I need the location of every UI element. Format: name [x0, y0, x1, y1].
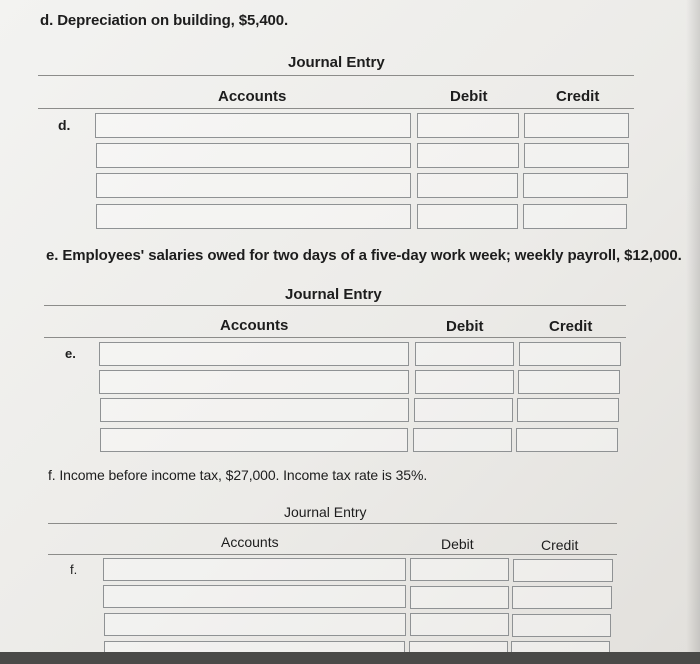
- section-d-title-rule: [38, 75, 634, 76]
- section-d-debit-header: Debit: [450, 88, 488, 105]
- section-e-row3-debit-input[interactable]: [414, 398, 513, 422]
- section-d-header-rule: [38, 108, 634, 109]
- section-f-row2-debit-input[interactable]: [410, 586, 509, 609]
- section-e-row1-account-input[interactable]: [99, 342, 409, 366]
- section-d-row2-account-input[interactable]: [96, 143, 411, 168]
- section-d-accounts-header: Accounts: [218, 88, 287, 105]
- section-e-header-rule: [44, 337, 626, 338]
- section-f-row3-account-input[interactable]: [104, 613, 406, 636]
- section-e-row3-credit-input[interactable]: [517, 398, 619, 422]
- section-d-row2-credit-input[interactable]: [524, 143, 629, 168]
- section-f-header-rule: [48, 554, 617, 555]
- section-e-row2-debit-input[interactable]: [415, 370, 514, 394]
- section-f-prompt: f. Income before income tax, $27,000. Income tax rate is 35%.: [48, 467, 428, 483]
- section-f-row-label: f.: [70, 562, 78, 577]
- section-d-journal-title: Journal Entry: [288, 54, 385, 71]
- section-d-row3-debit-input[interactable]: [417, 173, 518, 198]
- page-edge-shadow: [686, 0, 700, 664]
- section-f-row1-credit-input[interactable]: [513, 559, 613, 582]
- section-d-row-label: d.: [58, 117, 71, 133]
- section-d-row4-account-input[interactable]: [96, 204, 411, 229]
- section-e-row1-debit-input[interactable]: [415, 342, 514, 366]
- section-f-row3-debit-input[interactable]: [410, 613, 509, 636]
- section-e-row3-account-input[interactable]: [100, 398, 409, 422]
- section-e-row4-debit-input[interactable]: [413, 428, 512, 452]
- section-d-credit-header: Credit: [556, 88, 600, 105]
- screen-bottom-edge: [0, 652, 700, 664]
- section-d-row2-debit-input[interactable]: [417, 143, 519, 168]
- section-f-debit-header: Debit: [441, 536, 474, 552]
- section-d-prompt: d. Depreciation on building, $5,400.: [40, 12, 289, 29]
- section-f-title-rule: [48, 523, 617, 524]
- section-f-credit-header: Credit: [541, 537, 579, 553]
- section-e-title-rule: [44, 305, 626, 306]
- section-e-row-label: e.: [65, 346, 76, 361]
- section-d-row1-credit-input[interactable]: [524, 113, 629, 138]
- section-e-row4-credit-input[interactable]: [516, 428, 618, 452]
- section-d-row3-account-input[interactable]: [96, 173, 411, 198]
- section-d-row1-account-input[interactable]: [95, 113, 411, 138]
- section-e-credit-header: Credit: [549, 318, 593, 335]
- section-e-accounts-header: Accounts: [220, 317, 289, 334]
- section-e-row2-account-input[interactable]: [99, 370, 409, 394]
- section-f-row3-credit-input[interactable]: [512, 614, 611, 637]
- section-e-row2-credit-input[interactable]: [518, 370, 620, 394]
- section-e-row1-credit-input[interactable]: [519, 342, 621, 366]
- section-e-row4-account-input[interactable]: [100, 428, 408, 452]
- section-f-journal-title: Journal Entry: [284, 504, 367, 520]
- section-d-row4-credit-input[interactable]: [523, 204, 627, 229]
- section-e-journal-title: Journal Entry: [285, 286, 382, 303]
- section-d-row4-debit-input[interactable]: [417, 204, 518, 229]
- section-f-row1-account-input[interactable]: [103, 558, 406, 581]
- section-d-row1-debit-input[interactable]: [417, 113, 519, 138]
- section-f-row2-account-input[interactable]: [103, 585, 406, 608]
- section-f-row1-debit-input[interactable]: [410, 558, 509, 581]
- section-e-prompt: e. Employees' salaries owed for two days of a five-day work week; weekly payroll, $12,000.: [46, 247, 682, 264]
- section-e-debit-header: Debit: [446, 318, 484, 335]
- section-d-row3-credit-input[interactable]: [523, 173, 628, 198]
- section-f-accounts-header: Accounts: [221, 534, 279, 550]
- section-f-row2-credit-input[interactable]: [512, 586, 612, 609]
